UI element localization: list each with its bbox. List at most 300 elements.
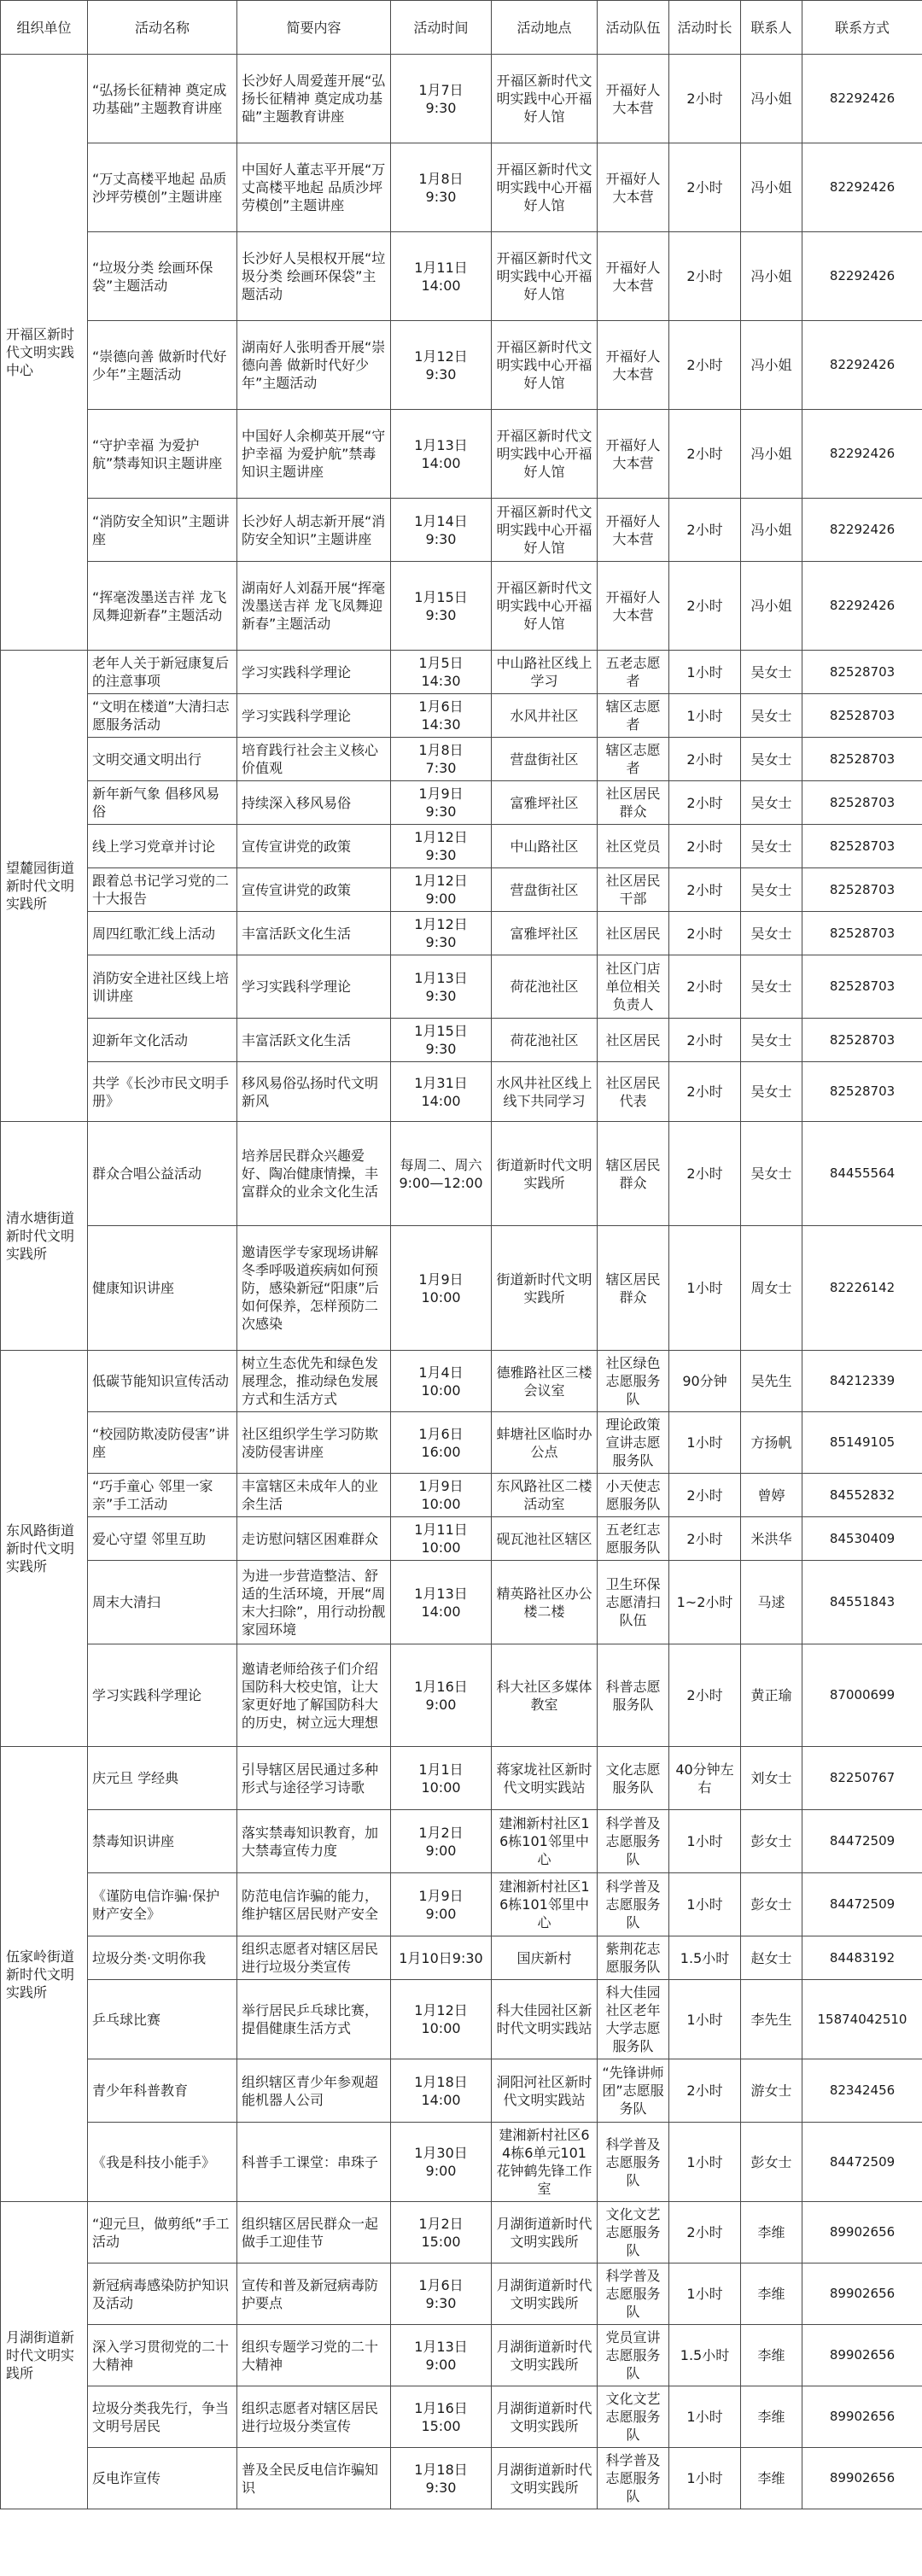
activity-summary: 树立生态优先和绿色发展理念，推动绿色发展方式和生活方式 (237, 1351, 391, 1412)
activity-name: 线上学习党章并讨论 (88, 825, 237, 868)
table-row (1, 1019, 922, 1062)
activity-summary: 组织志愿者对辖区居民进行垃圾分类宣传 (237, 2386, 391, 2448)
activity-name: 反电诈宣传 (88, 2448, 237, 2509)
table-row (1, 738, 922, 781)
contact-number: 82528703 (802, 694, 922, 738)
contact-number: 82528703 (802, 825, 922, 868)
activity-team: “先锋讲师团”志愿服务队 (598, 2059, 669, 2123)
activity-team: 开福好人大本营 (598, 55, 669, 143)
activity-team: 文化文艺志愿服务队 (598, 2386, 669, 2448)
contact-number: 89902656 (802, 2263, 922, 2325)
activity-duration: 2小时 (669, 912, 741, 955)
activity-duration: 1小时 (669, 651, 741, 694)
activity-summary: 长沙好人胡志新开展“消防安全知识”主题讲座 (237, 499, 391, 562)
activity-summary: 宣传和普及新冠病毒防护要点 (237, 2263, 391, 2325)
contact-number: 82528703 (802, 912, 922, 955)
activity-name: 健康知识讲座 (88, 1226, 237, 1351)
table-row (1, 694, 922, 738)
activity-location: 建湘新村社区16栋101邻里中心 (492, 1873, 598, 1936)
contact-person: 吴女士 (741, 694, 802, 738)
activity-time: 1月4日 10:00 (391, 1351, 492, 1412)
table-row (1, 1517, 922, 1561)
activity-team: 社区门店单位相关负责人 (598, 955, 669, 1019)
activity-team: 辖区志愿者 (598, 738, 669, 781)
activity-summary: 中国好人余柳英开展“守护幸福 为爱护航”禁毒知识主题讲座 (237, 410, 391, 499)
activity-summary: 学习实践科学理论 (237, 651, 391, 694)
activity-duration: 1小时 (669, 2263, 741, 2325)
activity-summary: 持续深入移风易俗 (237, 781, 391, 825)
activity-summary: 社区组织学生学习防欺凌防侵害讲座 (237, 1412, 391, 1474)
header-org-unit: 组织单位 (1, 1, 88, 55)
header-location: 活动地点 (492, 1, 598, 55)
activity-name: 垃圾分类我先行，争当文明号居民 (88, 2386, 237, 2448)
contact-number: 82528703 (802, 651, 922, 694)
table-row (1, 321, 922, 410)
activity-time: 1月13日 9:30 (391, 955, 492, 1019)
activity-name: 垃圾分类·文明你我 (88, 1936, 237, 1980)
contact-number: 87000699 (802, 1644, 922, 1747)
contact-number: 84551843 (802, 1561, 922, 1644)
activity-team: 辖区志愿者 (598, 694, 669, 738)
activity-name: 爱心守望 邻里互助 (88, 1517, 237, 1561)
table-row (1, 1351, 922, 1412)
activity-duration: 2小时 (669, 499, 741, 562)
activity-name: 老年人关于新冠康复后的注意事项 (88, 651, 237, 694)
activity-time: 1月30日 9:00 (391, 2123, 492, 2202)
table-row (1, 1122, 922, 1226)
contact-number: 82292426 (802, 321, 922, 410)
activity-summary: 落实禁毒知识教育，加大禁毒宣传力度 (237, 1810, 391, 1873)
table-row (1, 2263, 922, 2325)
activity-team: 开福好人大本营 (598, 232, 669, 321)
activity-team: 社区居民干部 (598, 868, 669, 912)
activity-team: 科大佳园社区老年大学志愿服务队 (598, 1980, 669, 2059)
activity-location: 科大社区多媒体教室 (492, 1644, 598, 1747)
activity-summary: 丰富辖区未成年人的业余生活 (237, 1474, 391, 1517)
table-row (1, 1980, 922, 2059)
activity-summary: 宣传宣讲党的政策 (237, 868, 391, 912)
org-unit-cell: 月湖街道新时代文明实践所 (1, 2202, 88, 2509)
activity-summary: 湖南好人刘磊开展“挥毫泼墨送吉祥 龙飞凤舞迎新春”主题活动 (237, 562, 391, 651)
contact-person: 吴女士 (741, 955, 802, 1019)
contact-number: 84472509 (802, 2123, 922, 2202)
activity-summary: 学习实践科学理论 (237, 955, 391, 1019)
activity-location: 砚瓦池社区辖区 (492, 1517, 598, 1561)
table-row (1, 1226, 922, 1351)
activity-time: 1月11日 10:00 (391, 1517, 492, 1561)
contact-number: 82528703 (802, 738, 922, 781)
activity-location: 水风井社区线上线下共同学习 (492, 1062, 598, 1122)
activity-location: 蚌塘社区临时办公点 (492, 1412, 598, 1474)
header-contact-number: 联系方式 (802, 1, 922, 55)
contact-number: 82528703 (802, 868, 922, 912)
header-team: 活动队伍 (598, 1, 669, 55)
activity-name: 消防安全进社区线上培训讲座 (88, 955, 237, 1019)
activity-location: 月湖街道新时代文明实践所 (492, 2386, 598, 2448)
activity-summary: 引导辖区居民通过多种形式与途径学习诗歌 (237, 1747, 391, 1810)
activity-location: 开福区新时代文明实践中心开福好人馆 (492, 55, 598, 143)
activity-time: 1月13日 14:00 (391, 410, 492, 499)
contact-person: 彭女士 (741, 2123, 802, 2202)
activity-name: 低碳节能知识宣传活动 (88, 1351, 237, 1412)
activity-location: 月湖街道新时代文明实践所 (492, 2263, 598, 2325)
activity-time: 1月12日 9:30 (391, 825, 492, 868)
activity-duration: 1小时 (669, 2386, 741, 2448)
activity-location: 开福区新时代文明实践中心开福好人馆 (492, 232, 598, 321)
header-duration: 活动时长 (669, 1, 741, 55)
activity-location: 街道新时代文明实践所 (492, 1226, 598, 1351)
contact-number: 82528703 (802, 781, 922, 825)
activity-location: 开福区新时代文明实践中心开福好人馆 (492, 410, 598, 499)
activity-duration: 2小时 (669, 232, 741, 321)
contact-person: 冯小姐 (741, 321, 802, 410)
contact-number: 84212339 (802, 1351, 922, 1412)
contact-person: 冯小姐 (741, 562, 802, 651)
activity-name: 共学《长沙市民文明手册》 (88, 1062, 237, 1122)
contact-person: 李维 (741, 2202, 802, 2263)
contact-person: 李维 (741, 2448, 802, 2509)
table-row (1, 410, 922, 499)
activity-time: 1月6日 9:30 (391, 2263, 492, 2325)
activity-name: 群众合唱公益活动 (88, 1122, 237, 1226)
activity-time: 1月9日 9:00 (391, 1873, 492, 1936)
activity-duration: 1.5小时 (669, 1936, 741, 1980)
activity-name: 文明交通文明出行 (88, 738, 237, 781)
contact-person: 赵女士 (741, 1936, 802, 1980)
activity-team: 理论政策宣讲志愿服务队 (598, 1412, 669, 1474)
header-row (1, 1, 922, 55)
activity-summary: 举行居民乒乓球比赛，提倡健康生活方式 (237, 1980, 391, 2059)
activity-duration: 1小时 (669, 1412, 741, 1474)
activity-summary: 走访慰问辖区困难群众 (237, 1517, 391, 1561)
activity-name: “迎元旦，做剪纸”手工活动 (88, 2202, 237, 2263)
activity-location: 开福区新时代文明实践中心开福好人馆 (492, 143, 598, 232)
activity-duration: 1小时 (669, 694, 741, 738)
activity-summary: 移风易俗弘扬时代文明新风 (237, 1062, 391, 1122)
contact-person: 李先生 (741, 1980, 802, 2059)
activity-summary: 普及全民反电信诈骗知识 (237, 2448, 391, 2509)
table-row (1, 1062, 922, 1122)
activity-duration: 2小时 (669, 868, 741, 912)
contact-person: 曾婷 (741, 1474, 802, 1517)
table-body (1, 55, 922, 2509)
activity-team: 五老志愿者 (598, 651, 669, 694)
activity-summary: 科普手工课堂：串珠子 (237, 2123, 391, 2202)
table-row (1, 1412, 922, 1474)
contact-person: 吴女士 (741, 1122, 802, 1226)
contact-person: 吴女士 (741, 781, 802, 825)
activity-duration: 1小时 (669, 1810, 741, 1873)
activity-duration: 40分钟左右 (669, 1747, 741, 1810)
table-row (1, 499, 922, 562)
contact-number: 82292426 (802, 410, 922, 499)
activity-duration: 1~2小时 (669, 1561, 741, 1644)
activity-location: 开福区新时代文明实践中心开福好人馆 (492, 499, 598, 562)
activity-team: 紫荆花志愿服务队 (598, 1936, 669, 1980)
activity-time: 每周二、周六 9:00—12:00 (391, 1122, 492, 1226)
table-row (1, 1474, 922, 1517)
contact-person: 周女士 (741, 1226, 802, 1351)
table-row (1, 2325, 922, 2386)
table-row (1, 2059, 922, 2123)
activity-team: 科学普及志愿服务队 (598, 2448, 669, 2509)
org-unit-cell: 望麓园街道新时代文明实践所 (1, 651, 88, 1122)
activity-name: 青少年科普教育 (88, 2059, 237, 2123)
activity-name: 周四红歌汇线上活动 (88, 912, 237, 955)
table-row (1, 1644, 922, 1747)
activity-team: 开福好人大本营 (598, 410, 669, 499)
table-row (1, 143, 922, 232)
activity-time: 1月9日 10:00 (391, 1226, 492, 1351)
activity-duration: 2小时 (669, 2059, 741, 2123)
activity-duration: 2小时 (669, 321, 741, 410)
header-time: 活动时间 (391, 1, 492, 55)
contact-number: 82292426 (802, 143, 922, 232)
activity-location: 月湖街道新时代文明实践所 (492, 2325, 598, 2386)
activity-time: 1月12日 9:00 (391, 868, 492, 912)
activity-time: 1月13日 9:00 (391, 2325, 492, 2386)
contact-number: 84472509 (802, 1873, 922, 1936)
table-row (1, 2448, 922, 2509)
activity-summary: 组织志愿者对辖区居民进行垃圾分类宣传 (237, 1936, 391, 1980)
activity-time: 1月12日 9:30 (391, 912, 492, 955)
activity-summary: 防范电信诈骗的能力，维护辖区居民财产安全 (237, 1873, 391, 1936)
activity-name: 深入学习贯彻党的二十大精神 (88, 2325, 237, 2386)
activity-time: 1月5日 14:30 (391, 651, 492, 694)
activity-summary: 湖南好人张明香开展“崇德向善 做新时代好少年”主题活动 (237, 321, 391, 410)
contact-person: 马逑 (741, 1561, 802, 1644)
activity-summary: 邀请老师给孩子们介绍国防科大校史馆，让大家更好地了解国防科大的历史，树立远大理想 (237, 1644, 391, 1747)
activity-time: 1月9日 9:30 (391, 781, 492, 825)
activity-location: 月湖街道新时代文明实践所 (492, 2202, 598, 2263)
activity-team: 科学普及志愿服务队 (598, 2263, 669, 2325)
org-unit-cell: 伍家岭街道新时代文明实践所 (1, 1747, 88, 2202)
activity-time: 1月15日 9:30 (391, 1019, 492, 1062)
contact-person: 方扬帆 (741, 1412, 802, 1474)
activity-duration: 2小时 (669, 143, 741, 232)
activity-time: 1月2日 9:00 (391, 1810, 492, 1873)
activity-location: 月湖街道新时代文明实践所 (492, 2448, 598, 2509)
activity-name: 周末大清扫 (88, 1561, 237, 1644)
contact-person: 冯小姐 (741, 232, 802, 321)
contact-number: 82342456 (802, 2059, 922, 2123)
activity-time: 1月10日9:30 (391, 1936, 492, 1980)
activity-name: “守护幸福 为爱护航”禁毒知识主题讲座 (88, 410, 237, 499)
activity-location: 建湘新村社区16栋101邻里中心 (492, 1810, 598, 1873)
contact-person: 吴女士 (741, 868, 802, 912)
activity-time: 1月8日 9:30 (391, 143, 492, 232)
table-row (1, 825, 922, 868)
activity-name: “文明在楼道”大清扫志愿服务活动 (88, 694, 237, 738)
table-row (1, 55, 922, 143)
activity-duration: 2小时 (669, 1644, 741, 1747)
org-unit-cell: 开福区新时代文明实践中心 (1, 55, 88, 651)
activity-duration: 2小时 (669, 2202, 741, 2263)
activity-team: 社区居民 (598, 1019, 669, 1062)
activity-location: 国庆新村 (492, 1936, 598, 1980)
activity-duration: 1小时 (669, 2123, 741, 2202)
activity-duration: 2小时 (669, 781, 741, 825)
org-unit-cell: 清水塘街道新时代文明实践所 (1, 1122, 88, 1351)
table-row (1, 955, 922, 1019)
activity-time: 1月13日 14:00 (391, 1561, 492, 1644)
activity-duration: 1小时 (669, 2448, 741, 2509)
activity-duration: 1.5小时 (669, 2325, 741, 2386)
activity-duration: 2小时 (669, 410, 741, 499)
activity-summary: 组织辖区居民群众一起做手工迎佳节 (237, 2202, 391, 2263)
table-row (1, 912, 922, 955)
activity-duration: 2小时 (669, 825, 741, 868)
contact-number: 84455564 (802, 1122, 922, 1226)
activity-duration: 2小时 (669, 955, 741, 1019)
activity-time: 1月1日 10:00 (391, 1747, 492, 1810)
activity-team: 社区居民 (598, 912, 669, 955)
activity-location: 富雅坪社区 (492, 781, 598, 825)
contact-number: 89902656 (802, 2325, 922, 2386)
activity-summary: 学习实践科学理论 (237, 694, 391, 738)
activity-team: 文化文艺志愿服务队 (598, 2202, 669, 2263)
activity-duration: 2小时 (669, 55, 741, 143)
activity-summary: 培养居民群众兴趣爱好、陶冶健康情操，丰富群众的业余文化生活 (237, 1122, 391, 1226)
activity-summary: 宣传宣讲党的政策 (237, 825, 391, 868)
contact-person: 米洪华 (741, 1517, 802, 1561)
activity-duration: 2小时 (669, 1019, 741, 1062)
activity-time: 1月6日 16:00 (391, 1412, 492, 1474)
activity-summary: 丰富活跃文化生活 (237, 1019, 391, 1062)
activity-location: 水风井社区 (492, 694, 598, 738)
activity-team: 科普志愿服务队 (598, 1644, 669, 1747)
activity-duration: 2小时 (669, 1517, 741, 1561)
activity-duration: 2小时 (669, 1122, 741, 1226)
contact-person: 李维 (741, 2263, 802, 2325)
activity-location: 建湘新村社区64栋6单元101花钟鹤先锋工作室 (492, 2123, 598, 2202)
table-row (1, 2123, 922, 2202)
activity-time: 1月16日 15:00 (391, 2386, 492, 2448)
activity-team: 科学普及志愿服务队 (598, 1873, 669, 1936)
contact-person: 吴女士 (741, 1062, 802, 1122)
contact-person: 刘女士 (741, 1747, 802, 1810)
table-row (1, 781, 922, 825)
contact-person: 吴女士 (741, 651, 802, 694)
table-row (1, 1747, 922, 1810)
contact-person: 彭女士 (741, 1810, 802, 1873)
contact-person: 冯小姐 (741, 499, 802, 562)
contact-number: 84472509 (802, 1810, 922, 1873)
activity-location: 东风路社区二楼活动室 (492, 1474, 598, 1517)
activity-summary: 培育践行社会主义核心价值观 (237, 738, 391, 781)
activity-location: 开福区新时代文明实践中心开福好人馆 (492, 321, 598, 410)
activity-duration: 2小时 (669, 1474, 741, 1517)
activity-name: 新冠病毒感染防护知识及活动 (88, 2263, 237, 2325)
activity-duration: 90分钟 (669, 1351, 741, 1412)
activity-name: “崇德向善 做新时代好少年”主题活动 (88, 321, 237, 410)
activity-time: 1月2日 15:00 (391, 2202, 492, 2263)
activity-summary: 中国好人董志平开展“万丈高楼平地起 品质沙坪劳模创”主题讲座 (237, 143, 391, 232)
contact-number: 82528703 (802, 955, 922, 1019)
activity-team: 社区居民群众 (598, 781, 669, 825)
contact-number: 84483192 (802, 1936, 922, 1980)
activity-name: “挥毫泼墨送吉祥 龙飞凤舞迎新春”主题活动 (88, 562, 237, 651)
contact-person: 李维 (741, 2386, 802, 2448)
activity-name: “万丈高楼平地起 品质沙坪劳模创”主题讲座 (88, 143, 237, 232)
activity-team: 开福好人大本营 (598, 562, 669, 651)
activity-time: 1月31日 14:00 (391, 1062, 492, 1122)
activity-time: 1月16日 9:00 (391, 1644, 492, 1747)
activity-name: 庆元旦 学经典 (88, 1747, 237, 1810)
contact-person: 冯小姐 (741, 410, 802, 499)
activity-team: 社区居民代表 (598, 1062, 669, 1122)
activity-location: 街道新时代文明实践所 (492, 1122, 598, 1226)
contact-number: 84530409 (802, 1517, 922, 1561)
activity-location: 精英路社区办公楼二楼 (492, 1561, 598, 1644)
table-row (1, 2202, 922, 2263)
activity-time: 1月12日 10:00 (391, 1980, 492, 2059)
table-row (1, 868, 922, 912)
activity-location: 营盘街社区 (492, 868, 598, 912)
activity-name: 《我是科技小能手》 (88, 2123, 237, 2202)
contact-number: 84552832 (802, 1474, 922, 1517)
activity-name: 禁毒知识讲座 (88, 1810, 237, 1873)
activity-name: 乒乓球比赛 (88, 1980, 237, 2059)
table-row (1, 232, 922, 321)
activity-summary: 丰富活跃文化生活 (237, 912, 391, 955)
table-row (1, 1810, 922, 1873)
contact-person: 吴女士 (741, 1019, 802, 1062)
activity-duration: 2小时 (669, 1062, 741, 1122)
activity-team: 社区党员 (598, 825, 669, 868)
contact-number: 89902656 (802, 2202, 922, 2263)
contact-person: 吴女士 (741, 738, 802, 781)
activity-team: 辖区居民群众 (598, 1122, 669, 1226)
activity-time: 1月11日 14:00 (391, 232, 492, 321)
contact-person: 吴女士 (741, 825, 802, 868)
table-row (1, 562, 922, 651)
table-row (1, 1936, 922, 1980)
contact-person: 吴女士 (741, 912, 802, 955)
contact-person: 吴先生 (741, 1351, 802, 1412)
contact-person: 黄正瑜 (741, 1644, 802, 1747)
activity-duration: 1小时 (669, 1873, 741, 1936)
activity-summary: 为进一步营造整洁、舒适的生活环境，开展“周末大扫除”，用行动扮靓家园环境 (237, 1561, 391, 1644)
contact-number: 82292426 (802, 499, 922, 562)
activity-name: “垃圾分类 绘画环保袋”主题活动 (88, 232, 237, 321)
activity-team: 五老红志愿服务队 (598, 1517, 669, 1561)
activity-duration: 1小时 (669, 1980, 741, 2059)
activity-location: 蒋家垅社区新时代文明实践站 (492, 1747, 598, 1810)
table-row (1, 1561, 922, 1644)
table-row (1, 651, 922, 694)
contact-person: 游女士 (741, 2059, 802, 2123)
activity-name: 迎新年文化活动 (88, 1019, 237, 1062)
contact-number: 82292426 (802, 562, 922, 651)
activity-location: 开福区新时代文明实践中心开福好人馆 (492, 562, 598, 651)
activity-time: 1月12日 9:30 (391, 321, 492, 410)
activity-time: 1月8日 7:30 (391, 738, 492, 781)
activity-time: 1月6日 14:30 (391, 694, 492, 738)
contact-number: 85149105 (802, 1412, 922, 1474)
activity-location: 德雅路社区三楼会议室 (492, 1351, 598, 1412)
activity-team: 文化志愿服务队 (598, 1747, 669, 1810)
activity-summary: 长沙好人周爱莲开展“弘扬长征精神 奠定成功基础”主题教育讲座 (237, 55, 391, 143)
activity-name: “校园防欺凌防侵害”讲座 (88, 1412, 237, 1474)
table-row (1, 1873, 922, 1936)
activity-time: 1月14日 9:30 (391, 499, 492, 562)
contact-number: 82528703 (802, 1062, 922, 1122)
contact-person: 李维 (741, 2325, 802, 2386)
contact-number: 82528703 (802, 1019, 922, 1062)
activity-name: 新年新气象 倡移风易俗 (88, 781, 237, 825)
contact-person: 冯小姐 (741, 55, 802, 143)
